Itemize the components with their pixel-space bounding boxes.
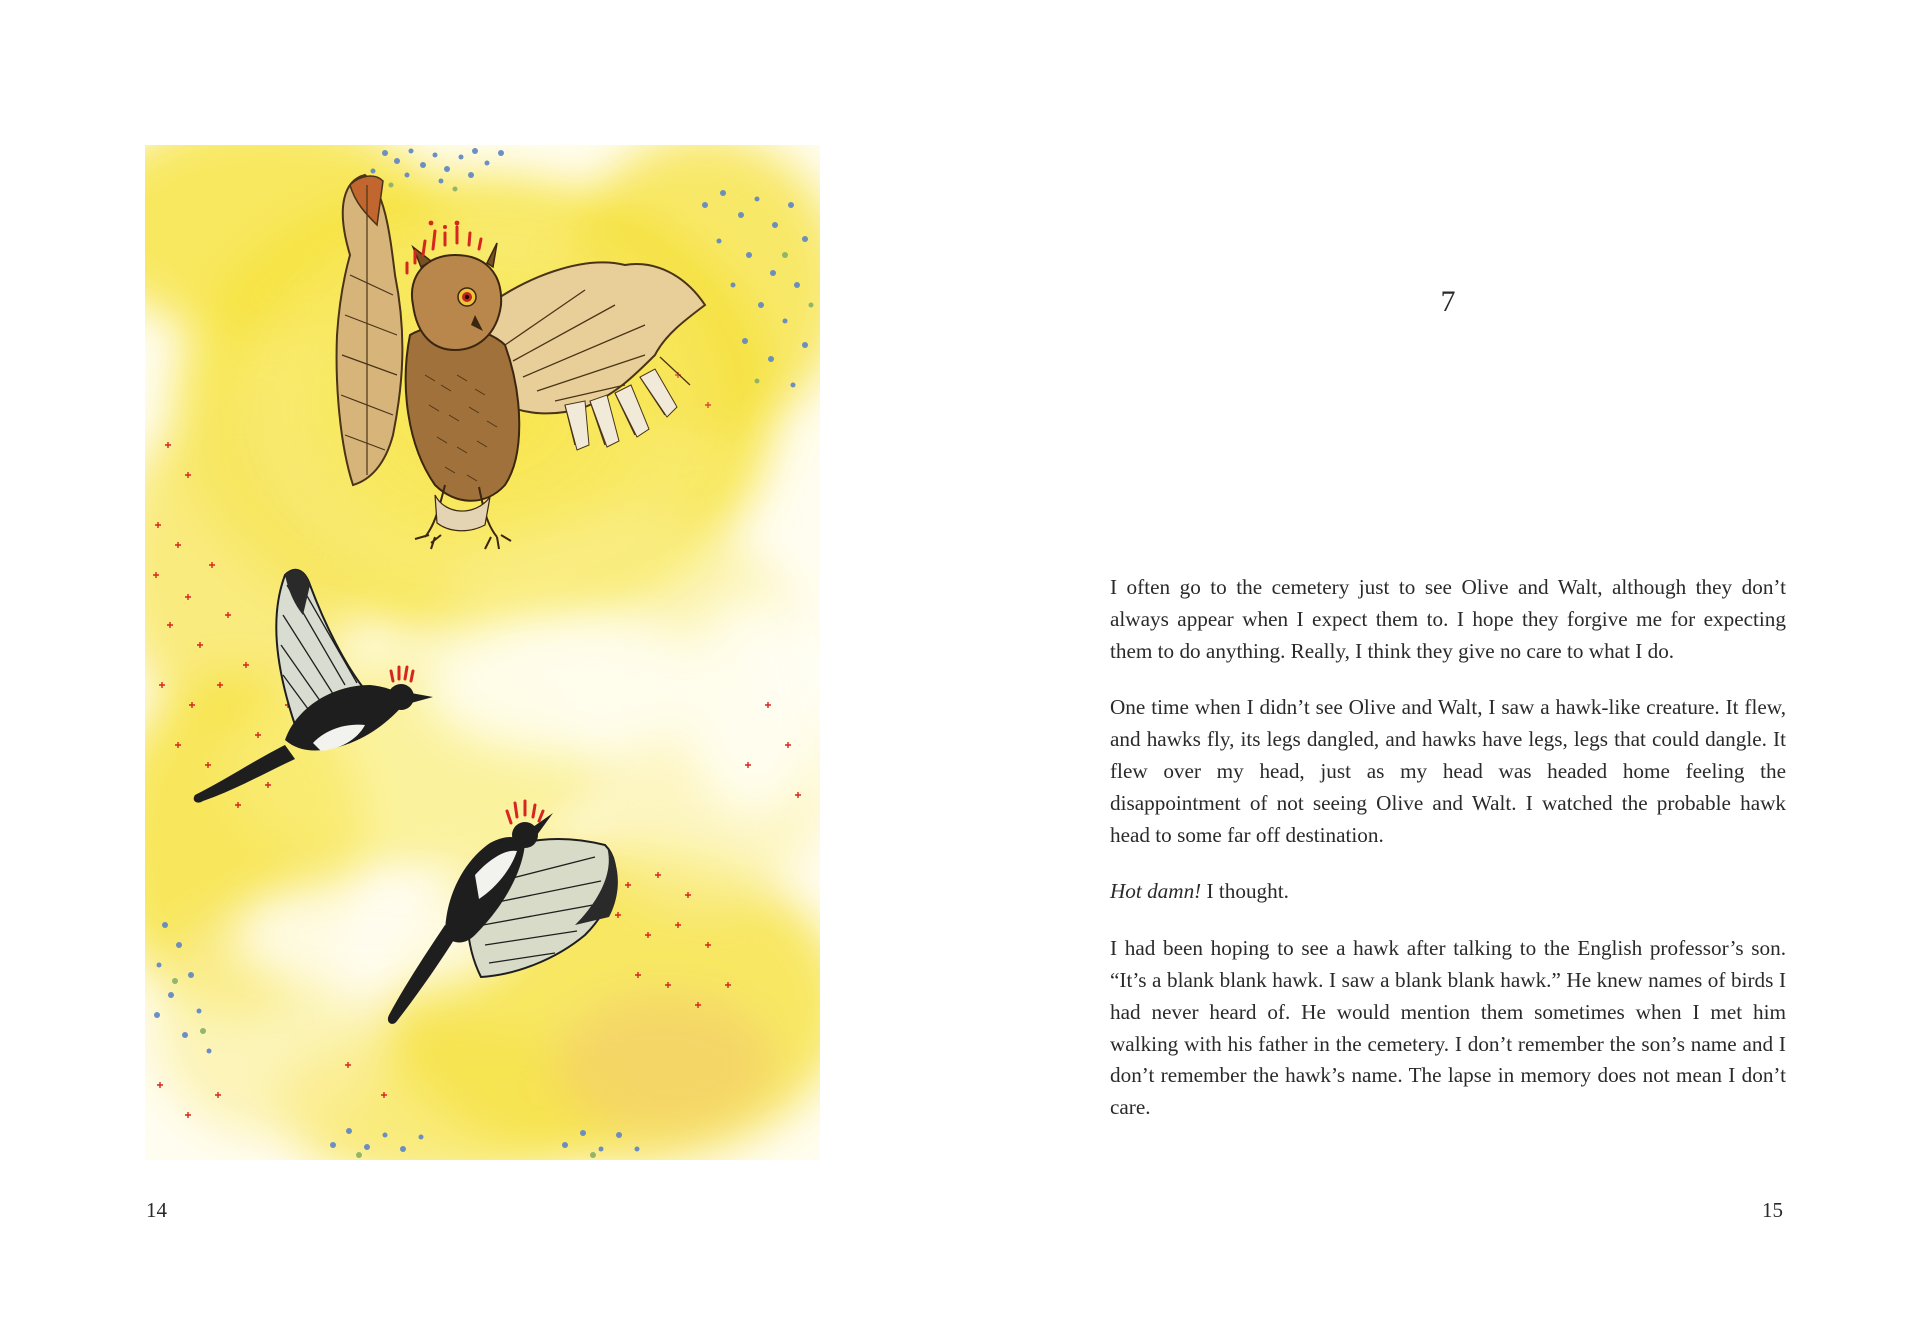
paragraph-3-text: I thought. <box>1201 879 1289 904</box>
watercolor-birds-image <box>145 145 820 1160</box>
right-page-number: 15 <box>1762 1198 1783 1222</box>
left-page-number: 14 <box>146 1198 167 1222</box>
paragraph-2 <box>1110 692 1786 851</box>
bird-illustration <box>145 145 820 1160</box>
paragraph-3 <box>1110 876 1786 908</box>
paragraph-1-text: I often go to the cemetery just to see Olive and Walt, although they don’t always appear when I expect them to. I hope they forgive me for expecting them to do anything. Really, I think they give no care to what I do. <box>1110 575 1786 663</box>
paragraph-4 <box>1110 933 1786 1124</box>
chapter-number: 7 <box>1440 285 1456 318</box>
paragraph-4-text: I had been hoping to see a hawk after talking to the English professor’s son. “It’s a blank blank hawk. I saw a blank blank hawk.” He knew names of birds I had never heard of. He would mention them sometimes when I met him walking with his father in the cemetery. I don’t remember the son’s name and I don’t remember the hawk’s name. The lapse in memory does not mean I don’t care. <box>1110 936 1786 1120</box>
paragraph-1 <box>1110 572 1786 667</box>
paragraph-3-italic-exclamation: Hot damn! <box>1110 879 1202 904</box>
paragraph-2-text: One time when I didn’t see Olive and Walt, I saw a hawk-like creature. It flew, and hawks fly, its legs dangled, and hawks have legs, legs that could dangle. It flew over my head, just as my head was headed home feeling the disappointment of not seeing Olive and Walt. I watched the probable hawk head to some far off destination. <box>1110 695 1786 847</box>
chapter-body-text <box>1110 572 1786 1149</box>
